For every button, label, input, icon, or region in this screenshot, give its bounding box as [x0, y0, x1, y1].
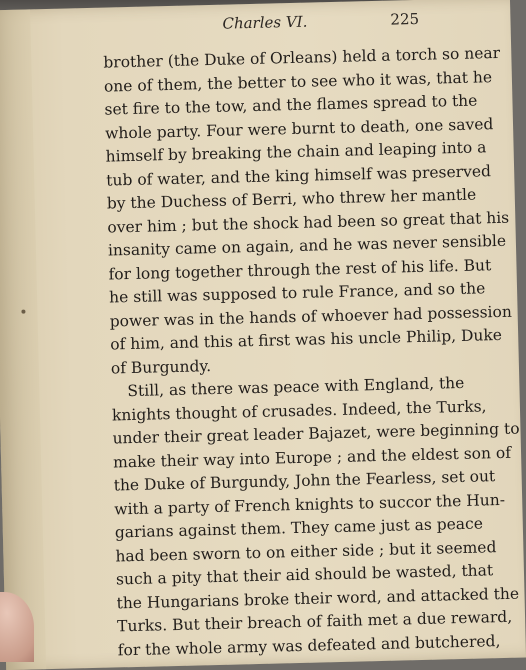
paragraph-1 — [103, 43, 513, 380]
paragraph-2 — [111, 372, 520, 662]
text-line: insanity came on again, and he was never sensible — [107, 231, 507, 260]
text-line: by the Duchess of Berri, who threw her mantle — [106, 185, 477, 213]
text-line: tub of water, and the king himself was preserved — [106, 161, 492, 190]
text-line: of him, and this at first was his uncle Philip, Duke — [110, 325, 503, 354]
text-line: brother (the Duke of Orleans) held a torch so near — [103, 43, 501, 72]
paper-blemish — [21, 310, 25, 314]
book-gutter — [0, 9, 46, 670]
text-line: knights thought of crusades. Indeed, the Turks, — [111, 396, 487, 424]
text-line: under their great leader Bajazet, were beginning to — [112, 419, 520, 448]
text-line: the Duke of Burgundy, John the Fearless, set out — [113, 467, 496, 495]
text-line: he still was supposed to rule France, and so the — [108, 279, 486, 307]
text-line: the Hungarians broke their word, and attacked the — [116, 584, 520, 612]
text-line: over him ; but the shock had been so great that his — [107, 208, 510, 237]
text-line: set fire to the tow, and the flames spread to the — [104, 91, 478, 119]
body-text — [103, 43, 520, 662]
text-line: with a party of French knights to succor the Hun- — [114, 490, 506, 518]
text-line: for long together through the rest of his life. But — [108, 255, 492, 284]
text-line: make their way into Europe ; and the eldest son of — [112, 443, 512, 471]
text-line: one of them, the better to see who it was, that he — [103, 67, 493, 96]
text-line: Still, as there was peace with England, the — [127, 373, 465, 401]
text-line: power was in the hands of whoever had possession — [109, 302, 513, 331]
text-line: whole party. Four were burnt to death, one saved — [104, 114, 494, 143]
text-line: Turks. But their breach of faith met a due reward, — [116, 607, 513, 636]
text-line: himself by breaking the chain and leaping into a — [105, 138, 487, 166]
text-line: such a pity that their aid should be wasted, that — [115, 561, 494, 589]
running-head: Charles VI. — [222, 12, 308, 33]
text-line: for the whole army was defeated and butchered, — [117, 631, 501, 659]
text-line: of Burgundy. — [110, 356, 212, 378]
text-line: garians against them. They came just as peace — [114, 514, 484, 542]
page-number: 225 — [390, 9, 420, 29]
text-line: had been sworn to on either side ; but it seemed — [115, 537, 497, 565]
